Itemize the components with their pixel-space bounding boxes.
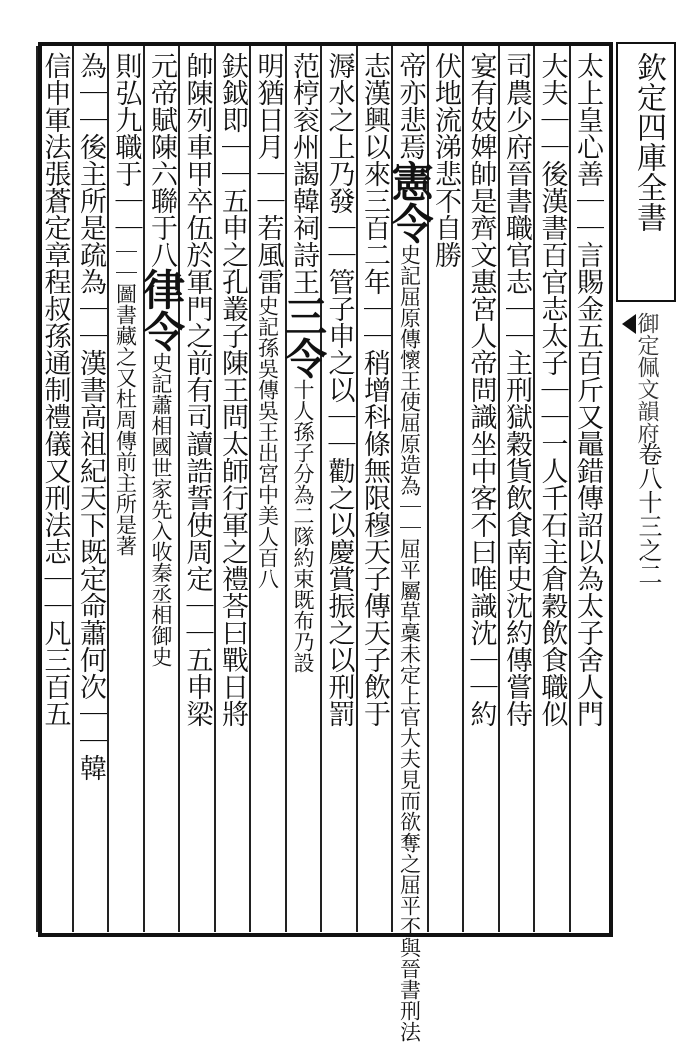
text-column bbox=[385, 52, 435, 1042]
work-title: 御定佩文韻府 bbox=[634, 312, 659, 444]
text-column bbox=[215, 52, 251, 922]
text-column bbox=[357, 52, 393, 922]
body-text: 帥陳列車甲卒伍於軍門之前有司讀誥誓使周定｜｜五申梁 bbox=[181, 52, 213, 727]
text-column bbox=[179, 52, 215, 922]
text-column bbox=[108, 52, 144, 922]
annotation-text: 未定上官大夫見而欲奪之屈平不與晉書刑法 bbox=[397, 643, 422, 1042]
text-column bbox=[137, 52, 186, 922]
text-column bbox=[499, 52, 535, 922]
entry-heading: 律令 bbox=[137, 268, 186, 352]
annotation-text: 十人孫子分為二隊約束既布乃設 bbox=[291, 379, 315, 673]
annotation-text: ｜｜圖書藏之又杜周傳前主所是著 bbox=[113, 241, 138, 556]
entry-heading: 憲令 bbox=[385, 160, 435, 244]
body-text: 宴有妓婢帥是齊文惠宮人帝問識坐中客不曰唯識沈｜｜約 bbox=[465, 52, 497, 727]
annotation-text: 史記孫吳傳吳王出宮中美人百八 bbox=[255, 295, 280, 589]
annotation-text: 史記蕭相國世家先入收秦丞相御史 bbox=[149, 352, 173, 667]
text-column bbox=[37, 52, 73, 922]
book-title: 欽定四庫全書 bbox=[631, 52, 666, 232]
margin-header bbox=[616, 42, 678, 937]
entry-heading: 三令 bbox=[279, 295, 328, 379]
text-column bbox=[463, 52, 499, 922]
body-text: 司農少府晉書職官志｜｜主刑獄穀貨飲食南史沈約傳嘗侍 bbox=[501, 52, 532, 727]
body-text: 明猶日月｜｜若風雷 bbox=[252, 52, 284, 295]
text-column bbox=[321, 52, 357, 922]
body-text: 鈇鉞即｜｜五申之孔叢子陳王問太師行軍之禮荅曰戰日將 bbox=[217, 52, 248, 727]
body-text: 志漢興以來三百二年｜｜稍增科條無限穆天子傳天子飲于 bbox=[359, 52, 390, 727]
body-text: 信申軍法張蒼定章程叔孫通制禮儀又刑法志｜｜凡三百五 bbox=[39, 52, 71, 727]
body-text: 元帝賦陳六聯于八 bbox=[146, 52, 177, 268]
annotation-text: 史記屈原傳懷王使屈原造為｜｜屈平屬草稾 bbox=[397, 244, 422, 643]
text-column bbox=[570, 52, 606, 922]
text-column bbox=[534, 52, 570, 922]
body-text: 溽水之上乃發｜｜管子申之以｜｜勸之以慶賞振之以刑罰 bbox=[323, 52, 355, 727]
text-column bbox=[250, 52, 286, 922]
body-text: 太上皇心善｜｜言賜金五百斤又鼂錯傳詔以為太子舍人門 bbox=[572, 52, 603, 727]
body-text: 伏地流涕悲不自勝 bbox=[430, 52, 461, 268]
body-text: 大夫｜｜後漢書百官志太子｜｜一人千石主倉穀飲食職似 bbox=[536, 52, 568, 727]
body-text: 范梈衮州謁韓祠詩王 bbox=[288, 52, 319, 295]
body-text: 帝亦悲焉 bbox=[394, 52, 426, 160]
text-column bbox=[279, 52, 328, 922]
text-column bbox=[73, 52, 109, 922]
body-text: 則弘九職于｜｜ bbox=[110, 52, 142, 241]
volume-label: 卷八十三之二 bbox=[634, 442, 662, 586]
margin-title-box bbox=[616, 42, 676, 302]
body-text: 為｜｜後主所是疏為｜｜漢書高祖紀天下既定命蕭何次｜｜韓 bbox=[75, 52, 106, 781]
